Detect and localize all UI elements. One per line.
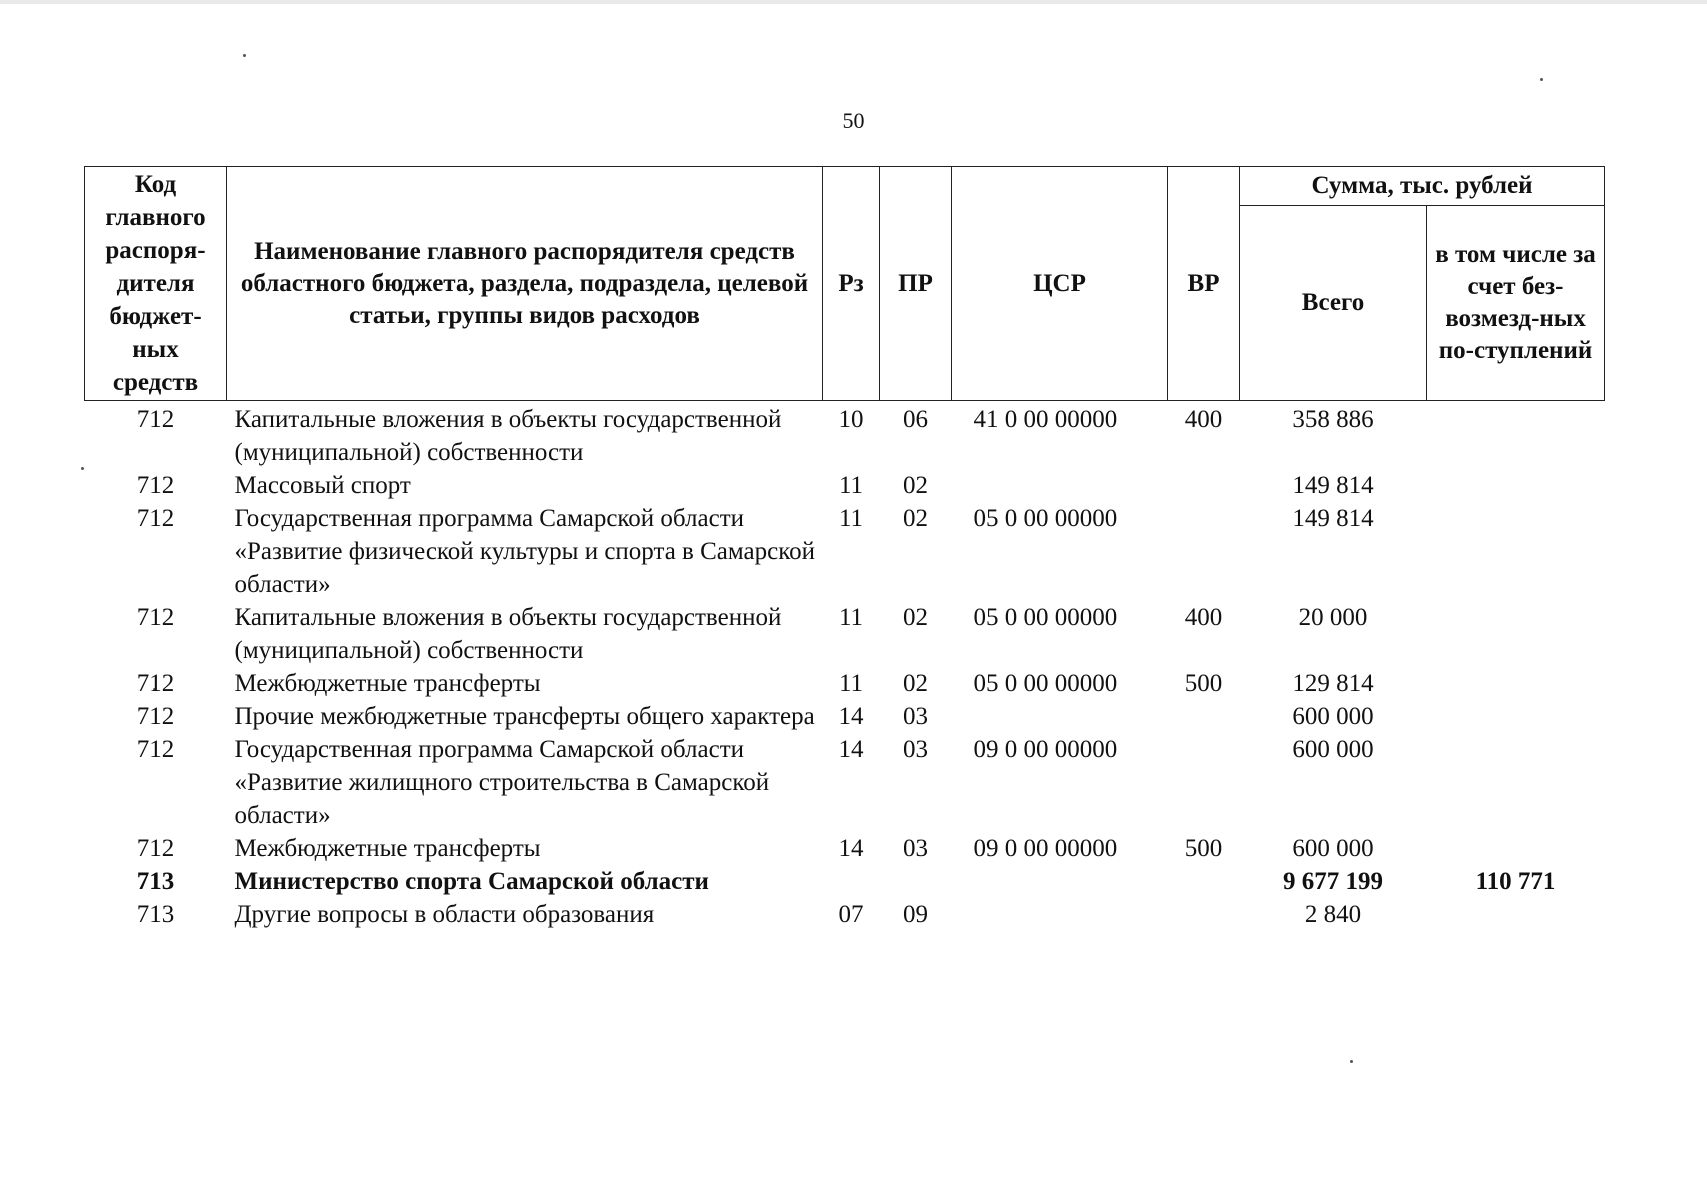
cell-csr: 09 0 00 00000 — [973, 736, 1118, 763]
header-vr: ВР — [1168, 167, 1240, 401]
cell-name: Другие вопросы в области образования — [234, 901, 655, 928]
cell-name: Прочие межбюджетные трансферты общего характера — [234, 703, 815, 730]
cell-csr — [952, 700, 1168, 733]
cell-name: Государственная программа Самарской области «Развитие жилищного строительства в Самарской области» — [234, 736, 770, 829]
cell-csr: 05 0 00 00000 — [973, 604, 1118, 631]
cell-csr — [952, 898, 1168, 931]
cell-pr: 03 — [903, 835, 928, 862]
cell-grants — [1427, 733, 1605, 832]
cell-code: 712 — [136, 406, 175, 433]
cell-csr: 09 0 00 00000 — [973, 835, 1118, 862]
table-row — [85, 733, 1605, 832]
cell-vr — [1168, 502, 1240, 601]
cell-name: Межбюджетные трансферты — [234, 670, 541, 697]
table-row — [85, 601, 1605, 667]
cell-code: 713 — [136, 868, 175, 895]
cell-rz: 11 — [838, 604, 864, 631]
cell-vr: 500 — [1184, 670, 1223, 697]
cell-code: 712 — [136, 703, 175, 730]
table-row — [85, 401, 1605, 470]
cell-vr: 400 — [1184, 604, 1223, 631]
cell-name: Государственная программа Самарской области «Развитие физической культуры и спорта в Самарской области» — [234, 505, 815, 598]
cell-grants — [1427, 832, 1605, 865]
cell-total: 149 814 — [1292, 505, 1374, 532]
header-code: Код главного распоря-дителя бюджет-ных средств — [85, 167, 227, 401]
cell-name: Массовый спорт — [234, 472, 411, 499]
cell-total: 20 000 — [1298, 604, 1368, 631]
cell-name: Межбюджетные трансферты — [234, 835, 541, 862]
table-row — [85, 898, 1605, 931]
cell-pr — [880, 865, 952, 898]
cell-vr: 400 — [1184, 406, 1223, 433]
cell-total: 600 000 — [1292, 736, 1374, 763]
cell-csr: 05 0 00 00000 — [973, 505, 1118, 532]
cell-rz: 11 — [838, 670, 864, 697]
table-row — [85, 667, 1605, 700]
cell-grants: 110 771 — [1475, 868, 1556, 895]
scan-speck — [243, 54, 246, 57]
cell-rz — [823, 865, 880, 898]
header-pr: ПР — [880, 167, 952, 401]
table-row — [85, 700, 1605, 733]
cell-grants — [1427, 700, 1605, 733]
cell-rz: 11 — [838, 505, 864, 532]
header-sum-group: Сумма, тыс. рублей — [1240, 167, 1605, 206]
scan-speck — [1350, 1060, 1353, 1063]
cell-grants — [1427, 667, 1605, 700]
cell-pr: 06 — [903, 406, 928, 433]
table-row — [85, 865, 1605, 898]
table-row — [85, 502, 1605, 601]
header-grants: в том числе за счет без-возмезд-ных по-ступлений — [1427, 206, 1605, 401]
cell-code: 712 — [136, 505, 175, 532]
cell-code: 713 — [136, 901, 175, 928]
cell-vr: 500 — [1184, 835, 1223, 862]
table-row — [85, 469, 1605, 502]
cell-total: 9 677 199 — [1283, 868, 1383, 895]
table-row — [85, 832, 1605, 865]
cell-total: 129 814 — [1292, 670, 1374, 697]
cell-grants — [1427, 469, 1605, 502]
budget-table — [84, 166, 1605, 931]
cell-code: 712 — [136, 736, 175, 763]
cell-pr: 02 — [903, 670, 928, 697]
cell-vr — [1168, 898, 1240, 931]
cell-rz: 14 — [838, 835, 864, 862]
header-csr: ЦСР — [952, 167, 1168, 401]
table-body — [85, 401, 1605, 932]
cell-csr — [952, 865, 1168, 898]
cell-code: 712 — [136, 835, 175, 862]
cell-pr: 02 — [903, 472, 928, 499]
header-rz: Рз — [823, 167, 880, 401]
cell-rz: 14 — [838, 736, 864, 763]
cell-name: Капитальные вложения в объекты государственной (муниципальной) собственности — [234, 406, 782, 466]
cell-vr — [1168, 469, 1240, 502]
header-name: Наименование главного распорядителя средств областного бюджета, раздела, подраздела, целевой статьи, группы видов расходов — [227, 167, 823, 401]
scan-speck — [1540, 78, 1543, 81]
cell-pr: 03 — [903, 736, 928, 763]
cell-rz: 11 — [838, 472, 864, 499]
cell-code: 712 — [136, 670, 175, 697]
cell-name: Капитальные вложения в объекты государственной (муниципальной) собственности — [234, 604, 782, 664]
cell-rz: 14 — [838, 703, 864, 730]
cell-name: Министерство спорта Самарской области — [234, 868, 709, 895]
cell-total: 149 814 — [1292, 472, 1374, 499]
page-number: 50 — [842, 108, 865, 133]
scan-top-edge — [0, 0, 1707, 4]
cell-csr: 05 0 00 00000 — [973, 670, 1118, 697]
cell-total: 600 000 — [1292, 835, 1374, 862]
cell-pr: 09 — [903, 901, 928, 928]
table-header — [85, 167, 1605, 401]
cell-total: 600 000 — [1292, 703, 1374, 730]
cell-pr: 03 — [903, 703, 928, 730]
cell-grants — [1427, 401, 1605, 470]
cell-vr — [1168, 700, 1240, 733]
cell-total: 358 886 — [1292, 406, 1374, 433]
cell-grants — [1427, 601, 1605, 667]
cell-vr — [1168, 865, 1240, 898]
cell-code: 712 — [136, 472, 175, 499]
cell-code: 712 — [136, 604, 175, 631]
cell-csr: 41 0 00 00000 — [973, 406, 1118, 433]
cell-pr: 02 — [903, 505, 928, 532]
cell-grants — [1427, 502, 1605, 601]
cell-csr — [952, 469, 1168, 502]
cell-vr — [1168, 733, 1240, 832]
cell-total: 2 840 — [1304, 901, 1362, 928]
header-total: Всего — [1240, 206, 1427, 401]
cell-pr: 02 — [903, 604, 928, 631]
cell-grants — [1427, 898, 1605, 931]
cell-rz: 10 — [838, 406, 864, 433]
cell-rz: 07 — [838, 901, 864, 928]
